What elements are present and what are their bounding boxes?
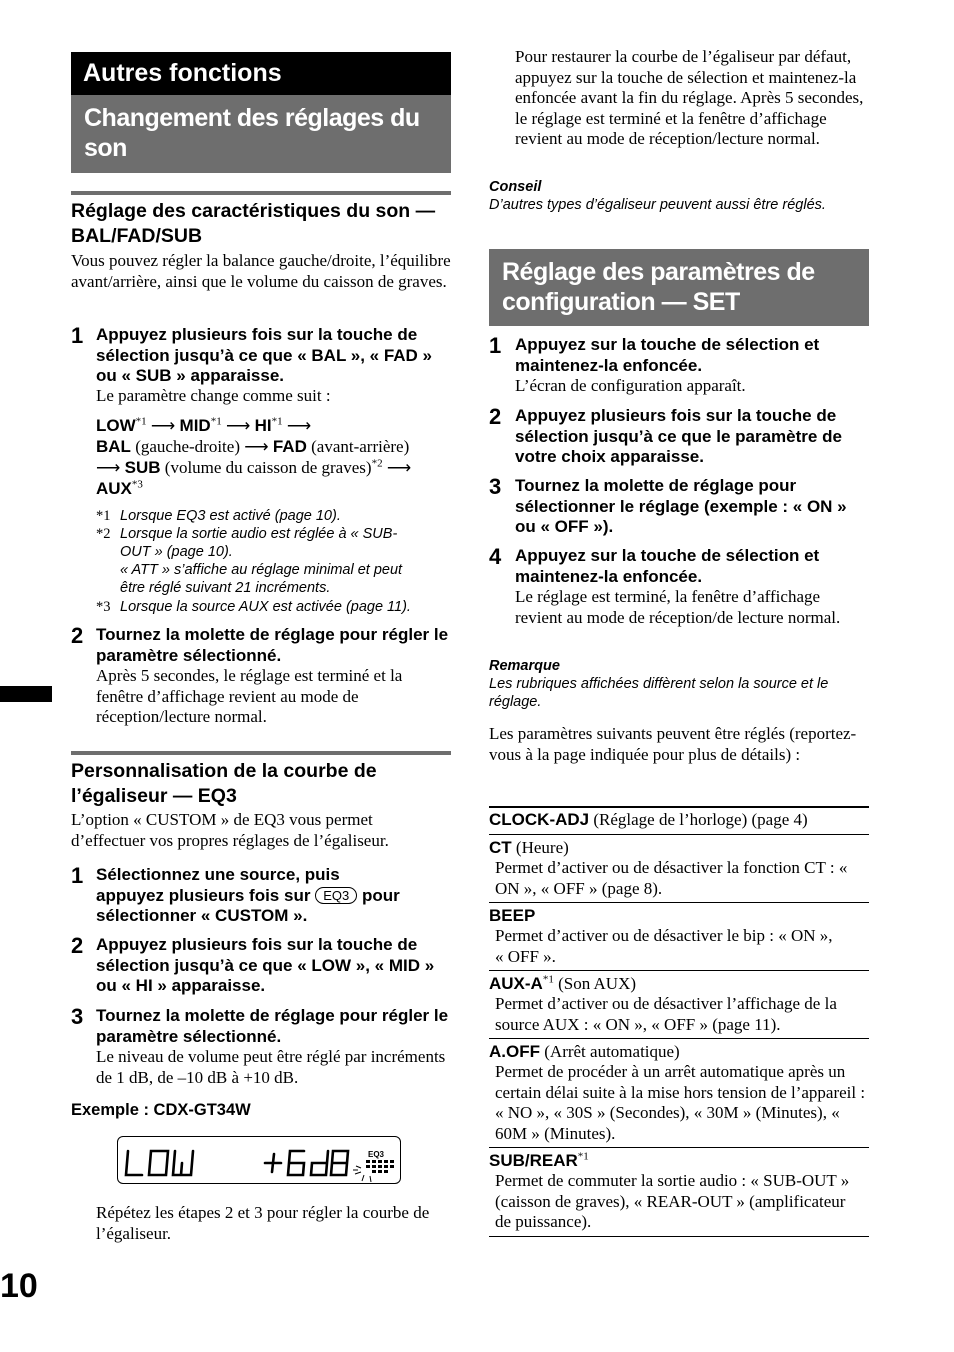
seq-fad-desc: (avant-arrière): [311, 437, 410, 456]
footnote-3: Lorsque la source AUX est activée (page 11).: [120, 599, 411, 615]
tip-heading: Conseil: [489, 179, 542, 195]
step-line: appuyez plusieurs fois sur: [96, 885, 311, 905]
step-instruction: Appuyez sur la touche de sélection et maintenez-la enfoncée.: [515, 335, 820, 375]
step-description: Le réglage est terminé, la fenêtre d’affichage revient au mode de réception/de lecture normal.: [515, 587, 841, 627]
example-label: Exemple : CDX-GT34W: [71, 1101, 251, 1119]
table-rule: [489, 970, 869, 971]
step-instruction: Tournez la molette de réglage pour sélectionner le réglage (exemple : « ON » ou « OFF »).: [515, 476, 847, 536]
table-row-aux-a: [489, 974, 636, 995]
table-row-ct: [489, 838, 569, 859]
intro-paragraph: L’option « CUSTOM » de EQ3 vous permet d’effectuer vos propres réglages de l’égaliseur.: [71, 810, 389, 850]
footnote-ref: *1: [271, 415, 283, 428]
seq-bal-desc: (gauche-droite): [135, 437, 240, 456]
footnote-mark: *2: [96, 526, 111, 542]
step-instruction: [96, 865, 456, 927]
subheading-eq3: Personnalisation de la courbe de l’égaliseur — EQ3: [71, 760, 377, 807]
step-description: Le paramètre change comme suit :: [96, 386, 331, 405]
footnote-2-line4: être réglé suivant 21 incréments.: [120, 580, 331, 596]
table-row-sub-rear: [489, 1151, 589, 1172]
step-instruction: Appuyez plusieurs fois sur la touche de sélection jusqu’à ce que « BAL », « FAD » ou « SUB » apparaisse.: [96, 325, 433, 385]
remark-heading: Remarque: [489, 658, 560, 674]
step-instruction: Appuyez plusieurs fois sur la touche de sélection jusqu’à ce que le paramètre de votre choix apparaisse.: [515, 406, 842, 466]
table-row-clock-adj: [489, 810, 869, 831]
restore-paragraph: Pour restaurer la courbe de l’égaliseur par défaut, appuyez sur la touche de sélection et maintenez-la enfoncée avant la fin du réglage. Après 5 secondes, le réglage est terminé et la fenêtre d’affichage revient au mode de réception/lecture normal.: [515, 47, 864, 148]
table-row-a-off: [489, 1042, 680, 1063]
table-rule: [489, 1038, 869, 1039]
tip-text: D’autres types d’égaliseur peuvent aussi être réglés.: [489, 197, 826, 213]
section-title: Autres fonctions: [71, 52, 451, 95]
footnote-1: Lorsque EQ3 est activé (page 10).: [120, 508, 341, 524]
param-name: AUX-A: [489, 974, 543, 993]
step-number: 2: [489, 404, 502, 429]
param-desc: Permet de procéder à un arrêt automatique après un certain délai suite à la mise hors tension de l’appareil : « NO », « 30S » (Secondes), « 30M » (Minutes), « 60M » (Minutes).: [495, 1062, 866, 1143]
table-row-beep: [489, 906, 535, 927]
step-number: 1: [71, 323, 84, 348]
seq-low: LOW: [96, 416, 136, 435]
table-rule: [489, 1236, 869, 1237]
remark-text: Les rubriques affichées diffèrent selon la source et le réglage.: [489, 676, 829, 710]
footnote-ref: *1: [577, 1150, 589, 1163]
seq-fad: FAD: [272, 437, 307, 456]
table-rule: [489, 902, 869, 903]
step-description: Après 5 secondes, le réglage est terminé et la fenêtre d’affichage revient au mode de réception/lecture normal.: [96, 666, 403, 726]
step-instruction: Tournez la molette de réglage pour régler le paramètre sélectionné.: [96, 625, 449, 665]
step-number: 1: [489, 333, 502, 358]
section-tab-marker: [0, 686, 52, 702]
param-name: A.OFF: [489, 1042, 540, 1061]
step-description: Le niveau de volume peut être réglé par incréments de 1 dB, de –10 dB à +10 dB.: [96, 1047, 446, 1087]
step-number: 3: [71, 1004, 84, 1029]
arrow-icon: ⟶: [225, 416, 251, 435]
param-desc: Permet d’activer ou de désactiver le bip : « ON », « OFF ».: [495, 926, 833, 966]
step-number: 2: [71, 623, 84, 648]
param-note: (Son AUX): [558, 974, 637, 993]
arrow-icon: ⟶: [386, 458, 412, 477]
footnote-mark: *3: [96, 599, 111, 615]
arrow-icon: ⟶: [286, 416, 312, 435]
step-line: sélectionner « CUSTOM ».: [96, 906, 308, 925]
outro-paragraph: Répétez les étapes 2 et 3 pour régler la courbe de l’égaliseur.: [96, 1203, 430, 1243]
param-desc: Permet d’activer ou de désactiver la fonction CT : « ON », « OFF » (page 8).: [495, 858, 848, 898]
footnote-2-line2: OUT » (page 10).: [120, 544, 233, 560]
seq-sub: SUB: [124, 458, 161, 477]
footnote-ref: *3: [131, 478, 143, 491]
param-note: (Arrêt automatique): [544, 1042, 680, 1061]
param-name: BEEP: [489, 906, 536, 925]
seq-sub-desc: (volume du caisson de graves): [164, 458, 372, 477]
param-name: CLOCK-ADJ: [489, 810, 590, 829]
step-description: L’écran de configuration apparaît.: [515, 376, 746, 395]
step-instruction: Tournez la molette de réglage pour régler le paramètre sélectionné.: [96, 1006, 449, 1046]
lcd-display-graphic: [118, 1137, 399, 1182]
table-rule: [489, 806, 869, 808]
heading-sound-settings: Changement des réglages du son: [71, 95, 451, 173]
footnote-ref: *2: [371, 457, 383, 470]
page-number: 10: [0, 1267, 38, 1305]
step-number: 4: [489, 544, 502, 569]
lcd-display: [117, 1136, 401, 1184]
step-line: Sélectionnez une source, puis: [96, 865, 340, 884]
param-note: (Heure): [515, 838, 569, 857]
subheading-rule: [71, 751, 451, 755]
params-intro: Les paramètres suivants peuvent être réglés (reportez-vous à la page indiquée pour plus de détails) :: [489, 724, 857, 764]
heading-set: Réglage des paramètres de configuration — SET: [489, 249, 869, 326]
step-instruction: Appuyez sur la touche de sélection et maintenez-la enfoncée.: [515, 546, 820, 586]
seq-bal: BAL: [96, 437, 131, 456]
eq3-button[interactable]: EQ3: [315, 887, 357, 904]
seq-mid: MID: [179, 416, 211, 435]
footnote-2-line1: Lorsque la sortie audio est réglée à « SUB-: [120, 526, 398, 542]
subheading-bal-fad-sub: Réglage des caractéristiques du son — BAL/FAD/SUB: [71, 200, 436, 247]
arrow-icon: ⟶: [96, 458, 121, 477]
param-desc: Permet d’activer ou de désactiver l’affichage de la source AUX : « ON », « OFF » (page 11).: [495, 994, 837, 1034]
lcd-badge: EQ3: [368, 1150, 385, 1159]
footnote-2-line3: « ATT » s’affiche au réglage minimal et peut: [120, 562, 403, 578]
table-rule: [489, 1147, 869, 1148]
footnote-ref: *1: [135, 415, 147, 428]
footnote-mark: *1: [96, 508, 111, 524]
step-number: 1: [71, 863, 84, 888]
parameter-sequence: [96, 415, 451, 499]
param-name: CT: [489, 838, 512, 857]
intro-paragraph: Vous pouvez régler la balance gauche/droite, l’équilibre avant/arrière, ainsi que le volume du caisson de graves.: [71, 251, 451, 291]
step-line: pour: [361, 885, 400, 905]
step-number: 2: [71, 933, 84, 958]
footnote-ref: *1: [542, 973, 554, 986]
step-instruction: Appuyez plusieurs fois sur la touche de sélection jusqu’à ce que « LOW », « MID » ou « HI » apparaisse.: [96, 935, 435, 995]
table-rule: [489, 834, 869, 835]
subheading-rule: [71, 191, 451, 195]
footnote-ref: *1: [210, 415, 222, 428]
param-name: SUB/REAR: [489, 1151, 578, 1170]
seq-hi: HI: [254, 416, 272, 435]
arrow-icon: ⟶: [150, 416, 176, 435]
param-desc: (Réglage de l’horloge) (page 4): [593, 810, 808, 829]
arrow-icon: ⟶: [244, 437, 269, 456]
seq-aux: AUX: [96, 479, 132, 498]
step-number: 3: [489, 474, 502, 499]
param-desc: Permet de commuter la sortie audio : « SUB-OUT » (caisson de graves), « REAR-OUT » (amplificateur de puissance).: [495, 1171, 850, 1231]
